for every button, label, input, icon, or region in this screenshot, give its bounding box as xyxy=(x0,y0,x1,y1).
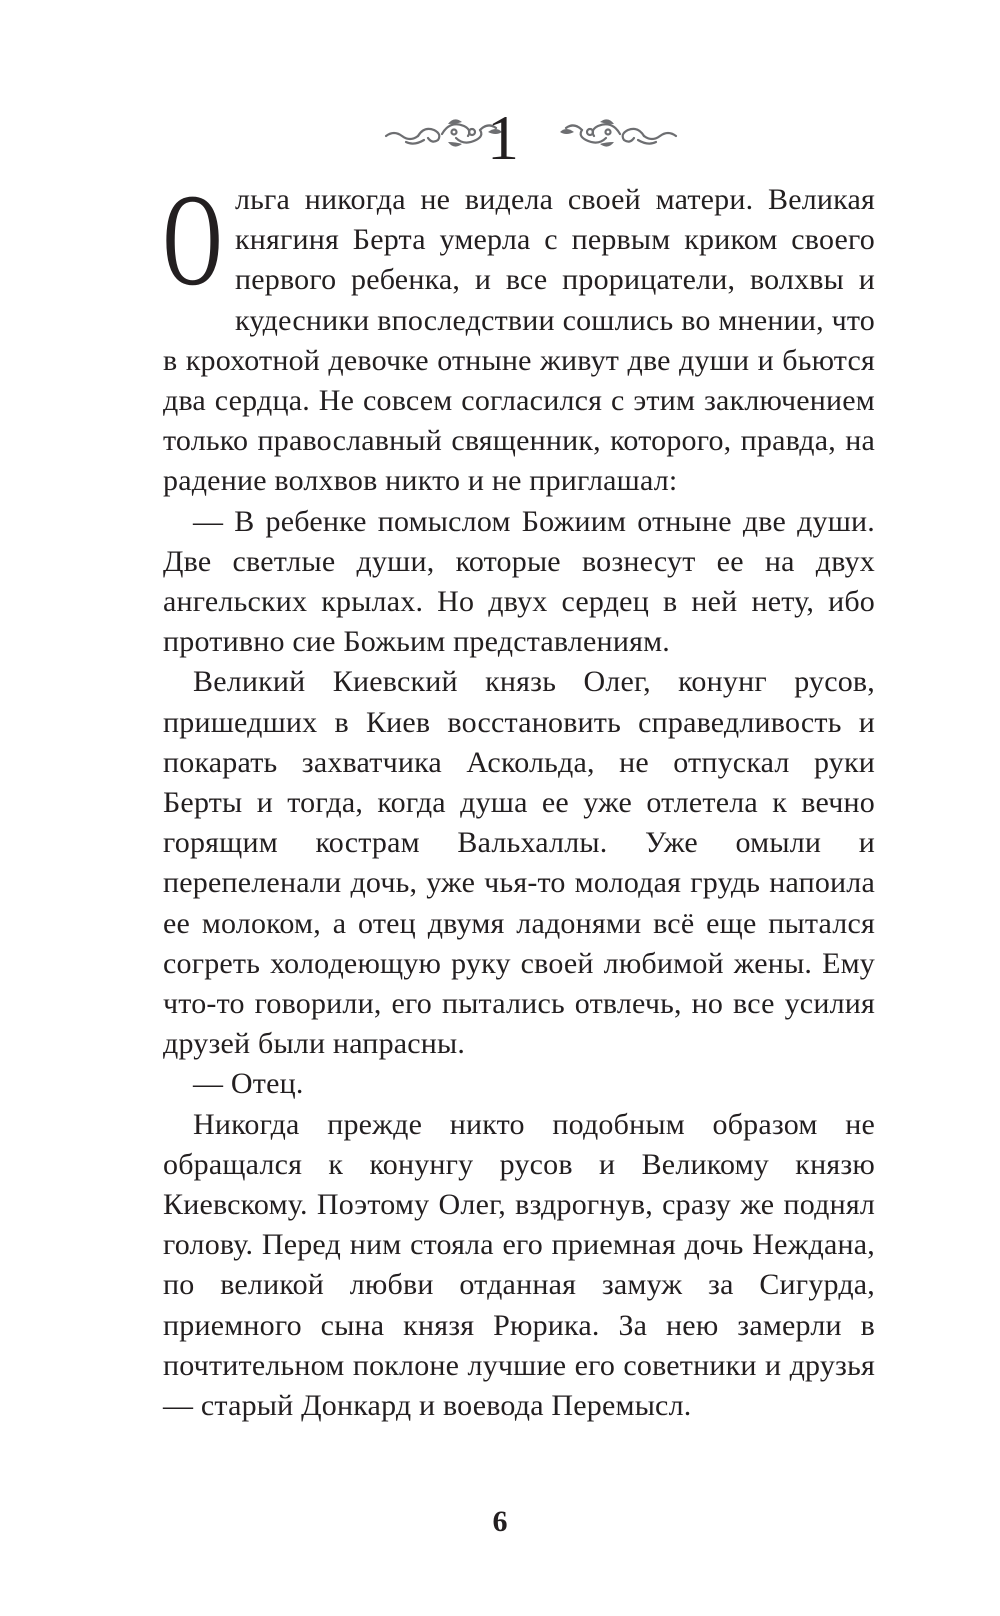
paragraph-text: льга никогда не видела своей матери. Великая княгиня Берта умерла с первым криком своего первого ребенка, и все прорицатели, волхвы и кудесники впоследствии сошлись во мнении, что в крохотной девочке отныне живут две души и бьются два сердца. Не совсем согласился с этим заключением только православный священник, которого, правда, на радение волхвов никто и не приглашал: xyxy=(163,183,875,498)
ornament-right-icon xyxy=(558,112,678,152)
paragraph-oleg: Великий Киевский князь Олег, конунг русов, пришедших в Киев восстановить справедливость и покарать захватчика Аскольда, не отпускал руки Берты и тогда, когда душа ее уже отлетела к вечно горящим кострам Вальхаллы. Уже омыли и перепеленали дочь, уже чья-то молодая грудь напоила ее молоком, а отец двумя ладонями всё еще пытался согреть холодеющую руку своей любимой жены. Ему что-то говорили, его пытались отвлечь, но все усилия друзей были напрасны. xyxy=(163,665,875,1061)
paragraph-father: — Отец. xyxy=(193,1067,304,1101)
chapter-text xyxy=(163,166,875,1426)
chapter-number: 1 xyxy=(487,102,519,173)
chapter-heading xyxy=(0,100,1000,180)
paragraph-nezhdana: Никогда прежде никто подобным образом не обращался к конунгу русов и Великому князю Киевскому. Поэтому Олег, вздрогнув, сразу же поднял голову. Перед ним стояла его приемная дочь Неждана, по великой любви отданная замуж за Сигурда, приемного сына князя Рюрика. За нею замерли в почтительном поклоне лучшие его советники и друзья — старый Донкард и воевода Перемысл. xyxy=(163,1107,875,1423)
paragraph-priest-speech: — В ребенке помыслом Божиим отныне две души. Две светлые души, которые вознесут ее на двух ангельских крылах. Но двух сердец в ней нету, ибо противно сие Божьим представлениям. xyxy=(163,504,875,659)
page-number: 6 xyxy=(492,1505,508,1538)
paragraph-opening xyxy=(163,166,875,502)
drop-cap: О xyxy=(163,166,223,313)
